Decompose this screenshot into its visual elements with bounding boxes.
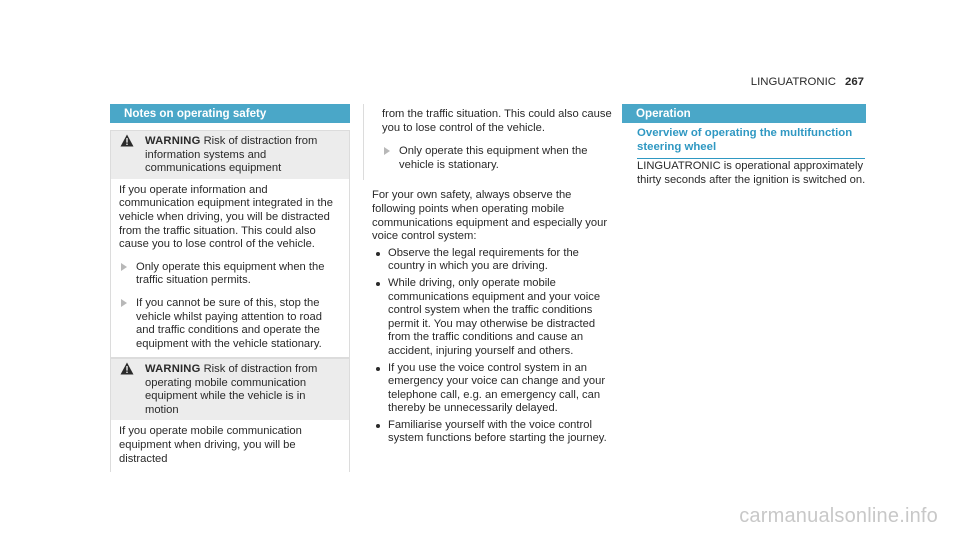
warning-text: If you operate mobile communication equipment when driving, you will be distracted [119,425,302,465]
step-arrow-icon [121,299,127,307]
chapter-title: LINGUATRONIC [750,76,836,88]
bullet-text: While driving, only operate mobile communications equipment and your voice control system when the traffic conditions permit it. You may otherwise be distracted from the traffic conditions and cause an accident, injuring yourself and others. [388,276,601,357]
bullet-dot-icon [376,367,380,371]
warning-header [111,359,349,420]
subheading: Overview of operating the multifunction steering wheel [637,126,865,159]
warning-text: If you operate information and communication equipment integrated in the vehicle when driving, you will be distracted from the traffic situation. This could also cause you to lose control of the vehicle. [119,183,333,251]
section-title: Operation [636,107,691,120]
warning-title: Risk of distraction from information systems and communications equipment [145,135,318,175]
warning-header [111,131,349,179]
bullet-text: Observe the legal requirements for the country in which you are driving. [388,246,579,273]
page-header [751,76,864,90]
warning-label: WARNING [145,135,201,147]
continued-text: from the traffic situation. This could also cause you to lose control of the vehicle. [382,108,612,134]
bullet-dot-icon [376,424,380,428]
intro-text: For your own safety, always observe the following points when operating mobile communications equipment and especially your voice control system: [372,189,608,243]
page-number: 267 [844,76,864,88]
list-item [372,362,618,416]
bullet-text: Familiarise yourself with the voice control system functions before starting the journey. [388,418,607,445]
column-2 [372,108,618,446]
list-item [372,419,618,446]
warning-body [111,420,349,472]
step-item [119,261,341,288]
step-item [382,145,618,172]
warning-title: Risk of distraction from operating mobile communication equipment while the vehicle is in motion [145,363,318,416]
step-arrow-icon [121,263,127,271]
step-arrow-icon [384,147,390,155]
warning-triangle-icon [120,134,134,147]
step-text: Only operate this equipment when the traffic situation permits. [136,260,325,287]
bullet-dot-icon [376,252,380,256]
step-text: Only operate this equipment when the vehicle is stationary. [399,145,588,171]
safety-bullet-list [372,247,618,446]
warning-label: WARNING [145,363,201,375]
bullet-dot-icon [376,282,380,286]
operation-text: LINGUATRONIC is operational approximately thirty seconds after the ignition is switched on. [637,160,866,186]
list-item [372,247,618,274]
warning-box-1 [110,130,350,358]
list-item [372,277,618,359]
warning-body [111,179,349,358]
warning-box-2 [110,358,350,472]
warning-triangle-icon [120,362,134,375]
section-bar-operation [622,104,866,123]
step-text: If you cannot be sure of this, stop the vehicle whilst paying attention to road and traffic conditions and operate the equipment with the vehicle stationary. [136,296,322,350]
section-bar-safety [110,104,350,123]
section-title: Notes on operating safety [124,107,267,120]
step-item [119,297,341,351]
column-rule [363,104,364,180]
watermark: carmanualsonline.info [739,505,938,528]
bullet-text: If you use the voice control system in an emergency your voice can change and your telephone call, e.g. an emergency call, can thereby be unnecessarily delayed. [388,361,606,415]
